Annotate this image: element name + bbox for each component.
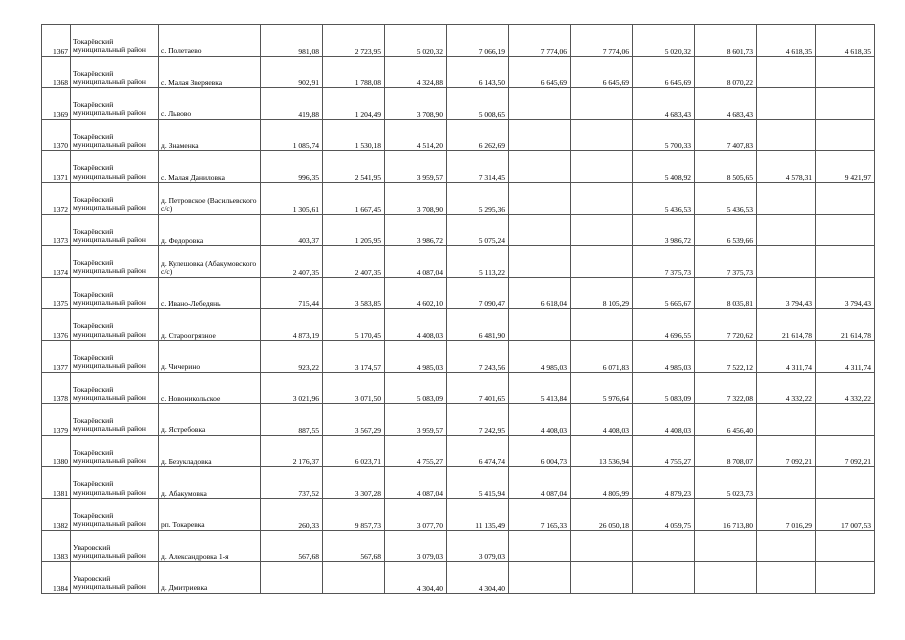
- value-cell: 5 083,09: [385, 372, 447, 404]
- value-cell: [757, 530, 816, 562]
- table-row: [42, 88, 875, 120]
- district-cell: Токарёвский муниципальный район: [71, 119, 159, 151]
- row-number-cell: 1379: [42, 404, 71, 436]
- value-cell: 6 004,73: [509, 435, 571, 467]
- locality-cell: д. Петровское (Васильевского с/с): [159, 182, 261, 214]
- value-cell: 3 583,85: [323, 277, 385, 309]
- district-cell: Уваровский муниципальный район: [71, 562, 159, 594]
- value-cell: 6 481,90: [447, 309, 509, 341]
- value-cell: 567,68: [261, 530, 323, 562]
- value-cell: 4 408,03: [509, 404, 571, 436]
- value-cell: 4 514,20: [385, 119, 447, 151]
- district-cell: Токарёвский муниципальный район: [71, 309, 159, 341]
- value-cell: 7 375,73: [695, 246, 757, 278]
- value-cell: [509, 246, 571, 278]
- value-cell: 16 713,80: [695, 498, 757, 530]
- value-cell: 4 311,74: [816, 340, 875, 372]
- value-cell: 8 505,65: [695, 151, 757, 183]
- district-cell: Токарёвский муниципальный район: [71, 277, 159, 309]
- district-cell: Токарёвский муниципальный район: [71, 372, 159, 404]
- value-cell: [816, 88, 875, 120]
- value-cell: 5 413,84: [509, 372, 571, 404]
- value-cell: 4 324,88: [385, 56, 447, 88]
- value-cell: 4 873,19: [261, 309, 323, 341]
- value-cell: 3 959,57: [385, 151, 447, 183]
- row-number-cell: 1374: [42, 246, 71, 278]
- value-cell: 3 567,29: [323, 404, 385, 436]
- value-cell: 1 667,45: [323, 182, 385, 214]
- value-cell: 5 976,64: [571, 372, 633, 404]
- value-cell: [509, 530, 571, 562]
- value-cell: 2 407,35: [323, 246, 385, 278]
- row-number-cell: 1371: [42, 151, 71, 183]
- value-cell: [816, 404, 875, 436]
- table-row: [42, 498, 875, 530]
- district-cell: Токарёвский муниципальный район: [71, 435, 159, 467]
- value-cell: 4 059,75: [633, 498, 695, 530]
- value-cell: [757, 562, 816, 594]
- district-cell: Токарёвский муниципальный район: [71, 56, 159, 88]
- value-cell: 5 295,36: [447, 182, 509, 214]
- value-cell: [571, 309, 633, 341]
- value-cell: 6 645,69: [509, 56, 571, 88]
- value-cell: 4 985,03: [385, 340, 447, 372]
- value-cell: 3 079,03: [447, 530, 509, 562]
- value-cell: [261, 562, 323, 594]
- value-cell: 6 618,04: [509, 277, 571, 309]
- value-cell: 4 408,03: [571, 404, 633, 436]
- district-cell: Токарёвский муниципальный район: [71, 340, 159, 372]
- value-cell: 2 407,35: [261, 246, 323, 278]
- value-cell: 3 071,50: [323, 372, 385, 404]
- locality-cell: д. Александровка 1-я: [159, 530, 261, 562]
- value-cell: 4 879,23: [633, 467, 695, 499]
- value-cell: [509, 151, 571, 183]
- table-row: [42, 214, 875, 246]
- value-cell: 7 092,21: [816, 435, 875, 467]
- value-cell: 5 170,45: [323, 309, 385, 341]
- value-cell: 5 700,33: [633, 119, 695, 151]
- value-cell: 1 204,49: [323, 88, 385, 120]
- value-cell: 1 305,61: [261, 182, 323, 214]
- value-cell: 17 007,53: [816, 498, 875, 530]
- district-cell: Токарёвский муниципальный район: [71, 88, 159, 120]
- table-row: [42, 562, 875, 594]
- value-cell: 4 578,31: [757, 151, 816, 183]
- value-cell: 4 805,99: [571, 467, 633, 499]
- value-cell: [816, 562, 875, 594]
- value-cell: 1 205,95: [323, 214, 385, 246]
- locality-cell: д. Безукладовка: [159, 435, 261, 467]
- value-cell: 737,52: [261, 467, 323, 499]
- value-cell: 4 755,27: [633, 435, 695, 467]
- value-cell: 6 456,40: [695, 404, 757, 436]
- value-cell: [695, 530, 757, 562]
- value-cell: 9 857,73: [323, 498, 385, 530]
- locality-cell: д. Абакумовка: [159, 467, 261, 499]
- row-number-cell: 1368: [42, 56, 71, 88]
- value-cell: 887,55: [261, 404, 323, 436]
- value-cell: [571, 88, 633, 120]
- value-cell: 6 539,66: [695, 214, 757, 246]
- value-cell: 8 105,29: [571, 277, 633, 309]
- district-cell: Токарёвский муниципальный район: [71, 498, 159, 530]
- value-cell: 4 087,04: [385, 467, 447, 499]
- table-row: [42, 309, 875, 341]
- value-cell: 8 035,81: [695, 277, 757, 309]
- district-cell: Токарёвский муниципальный район: [71, 246, 159, 278]
- value-cell: 3 959,57: [385, 404, 447, 436]
- row-number-cell: 1369: [42, 88, 71, 120]
- locality-cell: с. Малая Даниловка: [159, 151, 261, 183]
- value-cell: 7 314,45: [447, 151, 509, 183]
- value-cell: [571, 119, 633, 151]
- value-cell: 7 522,12: [695, 340, 757, 372]
- value-cell: 7 242,95: [447, 404, 509, 436]
- value-cell: 26 050,18: [571, 498, 633, 530]
- value-cell: [509, 562, 571, 594]
- table-row: [42, 246, 875, 278]
- value-cell: 2 176,37: [261, 435, 323, 467]
- value-cell: 3 708,90: [385, 182, 447, 214]
- table-row: [42, 530, 875, 562]
- value-cell: 3 077,70: [385, 498, 447, 530]
- value-cell: 403,37: [261, 214, 323, 246]
- locality-cell: с. Ивано-Лебедянь: [159, 277, 261, 309]
- value-cell: 1 530,18: [323, 119, 385, 151]
- value-cell: 7 016,29: [757, 498, 816, 530]
- row-number-cell: 1376: [42, 309, 71, 341]
- value-cell: 5 020,32: [385, 25, 447, 57]
- value-cell: [757, 214, 816, 246]
- value-cell: [509, 119, 571, 151]
- value-cell: 923,22: [261, 340, 323, 372]
- district-cell: Токарёвский муниципальный район: [71, 214, 159, 246]
- row-number-cell: 1384: [42, 562, 71, 594]
- value-cell: 4 985,03: [509, 340, 571, 372]
- table-row: [42, 467, 875, 499]
- value-cell: [816, 182, 875, 214]
- locality-cell: д. Дмитриевка: [159, 562, 261, 594]
- value-cell: 5 075,24: [447, 214, 509, 246]
- value-cell: 7 375,73: [633, 246, 695, 278]
- value-cell: 4 618,35: [757, 25, 816, 57]
- value-cell: 5 436,53: [695, 182, 757, 214]
- district-cell: Уваровский муниципальный район: [71, 530, 159, 562]
- value-cell: 4 087,04: [509, 467, 571, 499]
- value-cell: 7 243,56: [447, 340, 509, 372]
- value-cell: 9 421,97: [816, 151, 875, 183]
- value-cell: [757, 467, 816, 499]
- value-cell: 3 079,03: [385, 530, 447, 562]
- table-row: [42, 372, 875, 404]
- value-cell: [816, 467, 875, 499]
- value-cell: 1 085,74: [261, 119, 323, 151]
- value-cell: [757, 88, 816, 120]
- locality-cell: с. Малая Зверяевка: [159, 56, 261, 88]
- value-cell: [571, 246, 633, 278]
- row-number-cell: 1373: [42, 214, 71, 246]
- value-cell: [509, 309, 571, 341]
- value-cell: 11 135,49: [447, 498, 509, 530]
- value-cell: 4 311,74: [757, 340, 816, 372]
- value-cell: 4 304,40: [385, 562, 447, 594]
- locality-cell: д. Кулешовка (Абакумовского с/с): [159, 246, 261, 278]
- value-cell: 6 023,71: [323, 435, 385, 467]
- value-cell: 4 683,43: [633, 88, 695, 120]
- value-cell: 4 985,03: [633, 340, 695, 372]
- value-cell: 567,68: [323, 530, 385, 562]
- value-cell: [323, 562, 385, 594]
- value-cell: [633, 562, 695, 594]
- value-cell: 5 008,65: [447, 88, 509, 120]
- table-row: [42, 25, 875, 57]
- value-cell: 3 174,57: [323, 340, 385, 372]
- value-cell: 5 415,94: [447, 467, 509, 499]
- district-cell: Токарёвский муниципальный район: [71, 182, 159, 214]
- value-cell: [816, 214, 875, 246]
- value-cell: [571, 562, 633, 594]
- value-cell: [757, 404, 816, 436]
- value-cell: 7 774,06: [571, 25, 633, 57]
- value-cell: 4 304,40: [447, 562, 509, 594]
- table-row: [42, 435, 875, 467]
- value-cell: 5 113,22: [447, 246, 509, 278]
- value-cell: 5 020,32: [633, 25, 695, 57]
- value-cell: 260,33: [261, 498, 323, 530]
- value-cell: 7 066,19: [447, 25, 509, 57]
- value-cell: 2 723,95: [323, 25, 385, 57]
- value-cell: 6 645,69: [571, 56, 633, 88]
- value-cell: 5 023,73: [695, 467, 757, 499]
- value-cell: [757, 56, 816, 88]
- locality-cell: рп. Токаревка: [159, 498, 261, 530]
- district-cell: Токарёвский муниципальный район: [71, 25, 159, 57]
- value-cell: [509, 88, 571, 120]
- value-cell: 4 332,22: [757, 372, 816, 404]
- value-cell: 7 774,06: [509, 25, 571, 57]
- value-cell: 4 602,10: [385, 277, 447, 309]
- locality-cell: д. Староогрязное: [159, 309, 261, 341]
- value-cell: 7 322,08: [695, 372, 757, 404]
- value-cell: 3 307,28: [323, 467, 385, 499]
- value-cell: [571, 151, 633, 183]
- value-cell: 7 407,83: [695, 119, 757, 151]
- locality-cell: д. Чичерино: [159, 340, 261, 372]
- row-number-cell: 1378: [42, 372, 71, 404]
- value-cell: 13 536,94: [571, 435, 633, 467]
- value-cell: 6 143,50: [447, 56, 509, 88]
- value-cell: 6 071,83: [571, 340, 633, 372]
- row-number-cell: 1370: [42, 119, 71, 151]
- value-cell: 5 408,92: [633, 151, 695, 183]
- value-cell: [816, 119, 875, 151]
- value-cell: 7 720,62: [695, 309, 757, 341]
- value-cell: 8 601,73: [695, 25, 757, 57]
- value-cell: [509, 182, 571, 214]
- tariff-table: [41, 24, 875, 594]
- value-cell: 6 262,69: [447, 119, 509, 151]
- value-cell: [757, 119, 816, 151]
- value-cell: [571, 530, 633, 562]
- row-number-cell: 1377: [42, 340, 71, 372]
- table-body: [42, 25, 875, 594]
- value-cell: 4 683,43: [695, 88, 757, 120]
- locality-cell: с. Полетаево: [159, 25, 261, 57]
- value-cell: 419,88: [261, 88, 323, 120]
- value-cell: [816, 246, 875, 278]
- value-cell: 5 436,53: [633, 182, 695, 214]
- locality-cell: д. Федоровка: [159, 214, 261, 246]
- value-cell: [509, 214, 571, 246]
- value-cell: 3 794,43: [816, 277, 875, 309]
- row-number-cell: 1380: [42, 435, 71, 467]
- value-cell: 4 087,04: [385, 246, 447, 278]
- value-cell: 715,44: [261, 277, 323, 309]
- value-cell: 3 021,96: [261, 372, 323, 404]
- row-number-cell: 1383: [42, 530, 71, 562]
- table-row: [42, 56, 875, 88]
- row-number-cell: 1375: [42, 277, 71, 309]
- value-cell: [633, 530, 695, 562]
- value-cell: 21 614,78: [816, 309, 875, 341]
- value-cell: 8 708,07: [695, 435, 757, 467]
- value-cell: 7 090,47: [447, 277, 509, 309]
- value-cell: 8 070,22: [695, 56, 757, 88]
- locality-cell: с. Львово: [159, 88, 261, 120]
- value-cell: 7 092,21: [757, 435, 816, 467]
- locality-cell: д. Ястребовка: [159, 404, 261, 436]
- row-number-cell: 1381: [42, 467, 71, 499]
- locality-cell: д. Знаменка: [159, 119, 261, 151]
- table-row: [42, 277, 875, 309]
- value-cell: 4 618,35: [816, 25, 875, 57]
- table-row: [42, 182, 875, 214]
- table-row: [42, 119, 875, 151]
- value-cell: 902,91: [261, 56, 323, 88]
- value-cell: 21 614,78: [757, 309, 816, 341]
- value-cell: 5 083,09: [633, 372, 695, 404]
- value-cell: [571, 182, 633, 214]
- value-cell: 6 645,69: [633, 56, 695, 88]
- value-cell: [695, 562, 757, 594]
- value-cell: [757, 246, 816, 278]
- value-cell: 4 408,03: [385, 309, 447, 341]
- table-row: [42, 404, 875, 436]
- value-cell: [816, 530, 875, 562]
- value-cell: 996,35: [261, 151, 323, 183]
- district-cell: Токарёвский муниципальный район: [71, 404, 159, 436]
- value-cell: 4 408,03: [633, 404, 695, 436]
- locality-cell: с. Новоникольское: [159, 372, 261, 404]
- table-row: [42, 151, 875, 183]
- row-number-cell: 1367: [42, 25, 71, 57]
- row-number-cell: 1382: [42, 498, 71, 530]
- value-cell: [571, 214, 633, 246]
- value-cell: 4 332,22: [816, 372, 875, 404]
- value-cell: 5 665,67: [633, 277, 695, 309]
- value-cell: 3 986,72: [633, 214, 695, 246]
- value-cell: 3 708,90: [385, 88, 447, 120]
- value-cell: [757, 182, 816, 214]
- value-cell: [816, 56, 875, 88]
- row-number-cell: 1372: [42, 182, 71, 214]
- value-cell: 981,08: [261, 25, 323, 57]
- value-cell: 2 541,95: [323, 151, 385, 183]
- table-row: [42, 340, 875, 372]
- value-cell: 3 986,72: [385, 214, 447, 246]
- value-cell: 7 165,33: [509, 498, 571, 530]
- value-cell: 6 474,74: [447, 435, 509, 467]
- district-cell: Токарёвский муниципальный район: [71, 467, 159, 499]
- value-cell: 7 401,65: [447, 372, 509, 404]
- value-cell: 4 696,55: [633, 309, 695, 341]
- value-cell: 3 794,43: [757, 277, 816, 309]
- value-cell: 1 788,08: [323, 56, 385, 88]
- value-cell: 4 755,27: [385, 435, 447, 467]
- district-cell: Токарёвский муниципальный район: [71, 151, 159, 183]
